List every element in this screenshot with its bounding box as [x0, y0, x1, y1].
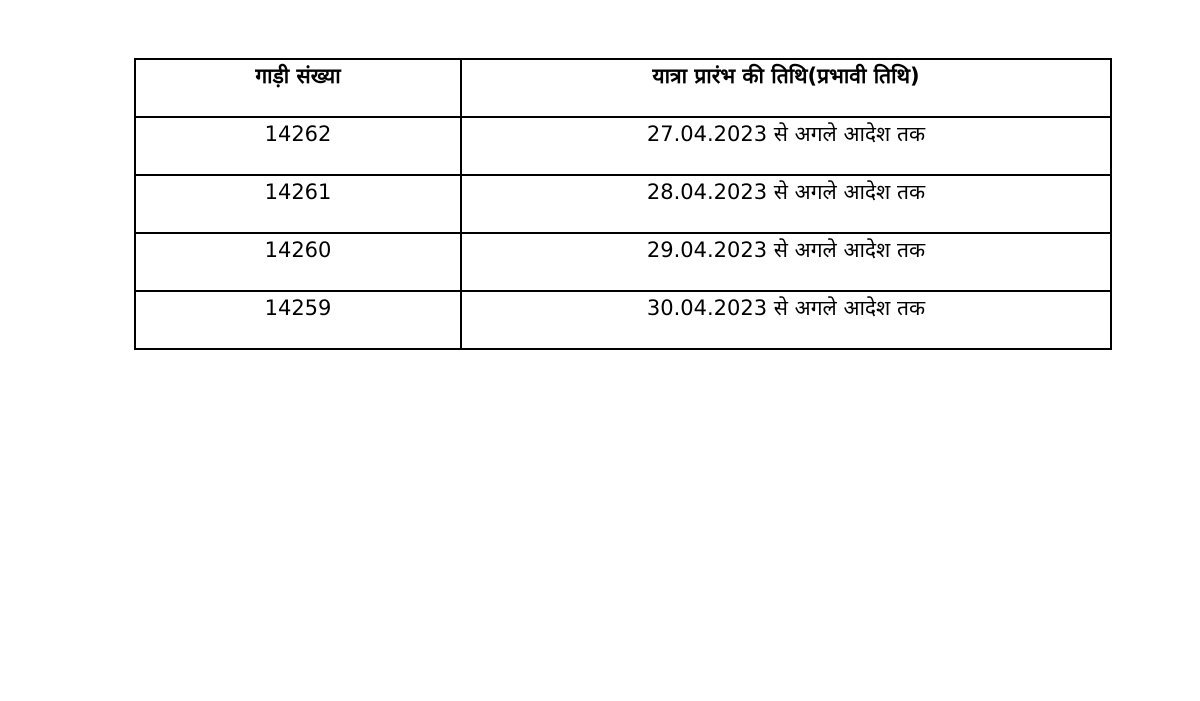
- cell-train-number: 14262: [135, 117, 461, 175]
- cell-start-date: 29.04.2023 से अगले आदेश तक: [461, 233, 1111, 291]
- table-row: [135, 117, 1111, 175]
- header-start-date: यात्रा प्रारंभ की तिथि(प्रभावी तिथि): [461, 59, 1111, 117]
- cell-train-number: 14260: [135, 233, 461, 291]
- header-train-number: गाड़ी संख्या: [135, 59, 461, 117]
- train-schedule-table: [134, 58, 1112, 350]
- cell-start-date: 28.04.2023 से अगले आदेश तक: [461, 175, 1111, 233]
- table-row: [135, 233, 1111, 291]
- cell-train-number: 14259: [135, 291, 461, 349]
- cell-start-date: 30.04.2023 से अगले आदेश तक: [461, 291, 1111, 349]
- table-header-row: [135, 59, 1111, 117]
- table-row: [135, 291, 1111, 349]
- table-row: [135, 175, 1111, 233]
- cell-start-date: 27.04.2023 से अगले आदेश तक: [461, 117, 1111, 175]
- cell-train-number: 14261: [135, 175, 461, 233]
